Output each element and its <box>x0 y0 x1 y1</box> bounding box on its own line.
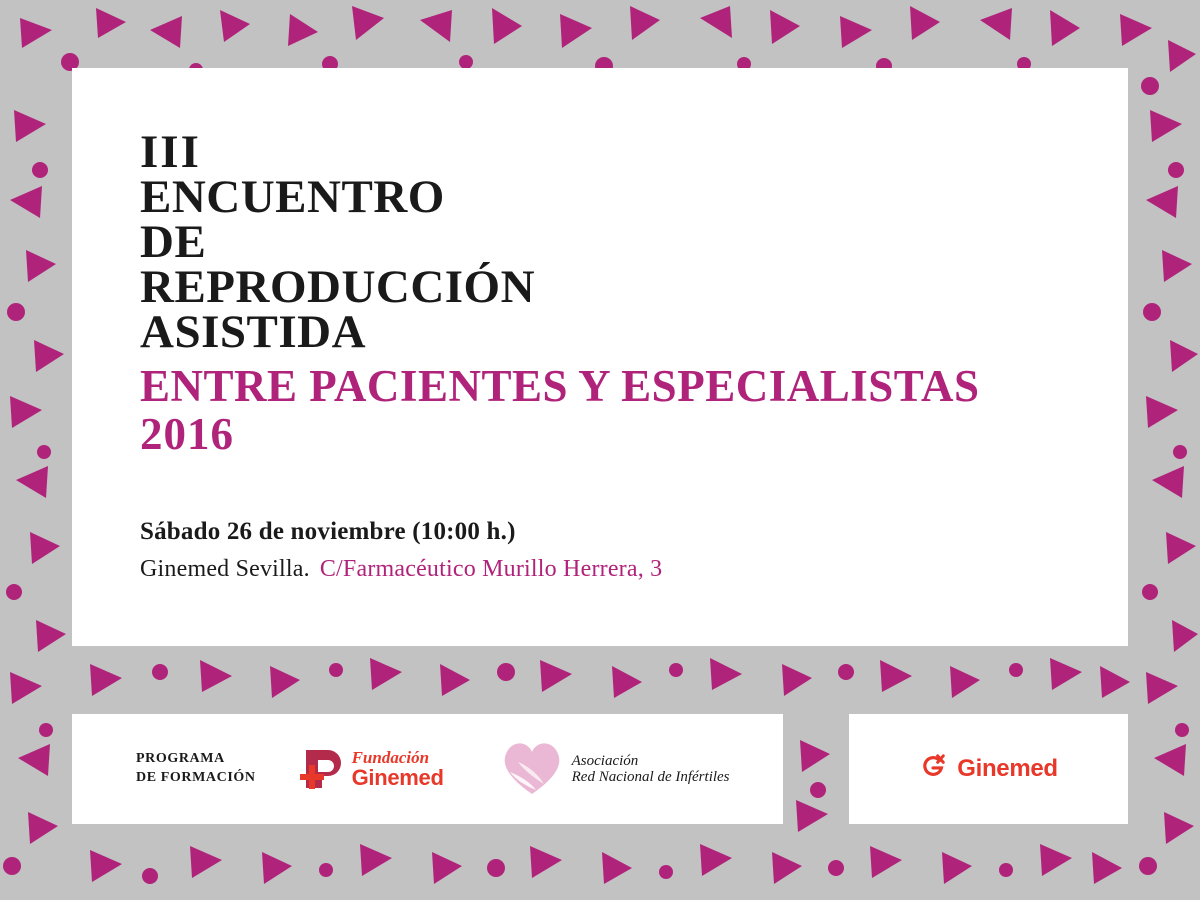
title-line-1: III <box>140 126 201 178</box>
red-cross-icon <box>298 746 344 792</box>
footer-logos-bar <box>72 714 783 824</box>
asociacion-text-line-2: Red Nacional de Infértiles <box>571 769 730 785</box>
fundacion-text-line-1: Fundación <box>351 747 430 767</box>
ginemed-g-icon <box>919 753 947 786</box>
heart-icon <box>496 736 568 803</box>
title-block <box>140 126 1060 459</box>
venue-address: C/Farmacéutico Murillo Herrera, 3 <box>319 556 663 582</box>
event-date: Sábado 26 de noviembre (10:00 h.) <box>140 518 516 545</box>
event-details <box>140 518 1060 583</box>
venue-name: Ginemed Sevilla. <box>140 556 310 582</box>
title-line-3: DE <box>140 216 207 269</box>
ginemed-wordmark: Ginemed <box>957 755 1058 782</box>
main-content-card <box>72 68 1128 646</box>
asociacion-wordmark <box>572 753 730 786</box>
subtitle-line: ENTRE PACIENTES Y ESPECIALISTAS <box>140 360 980 411</box>
subtitle-year: 2016 <box>140 408 234 459</box>
ginemed-logo <box>919 753 1058 786</box>
programa-line-2: DE FORMACIÓN <box>136 770 256 785</box>
programa-formacion-label <box>136 750 256 788</box>
fundacion-wordmark <box>352 749 444 790</box>
programa-line-1: PROGRAMA <box>136 751 225 767</box>
event-venue <box>140 556 1060 583</box>
ginemed-brand-bar <box>849 714 1128 824</box>
fundacion-text-line-2: Ginemed <box>351 765 444 791</box>
asociacion-red-nacional-logo <box>496 736 730 803</box>
asociacion-text-line-1: Asociación <box>571 752 639 769</box>
title-line-4: REPRODUCCIÓN <box>140 261 536 314</box>
fundacion-ginemed-logo <box>298 746 444 792</box>
title-line-2: ENCUENTRO <box>140 171 445 224</box>
title-line-5: ASISTIDA <box>140 306 367 359</box>
